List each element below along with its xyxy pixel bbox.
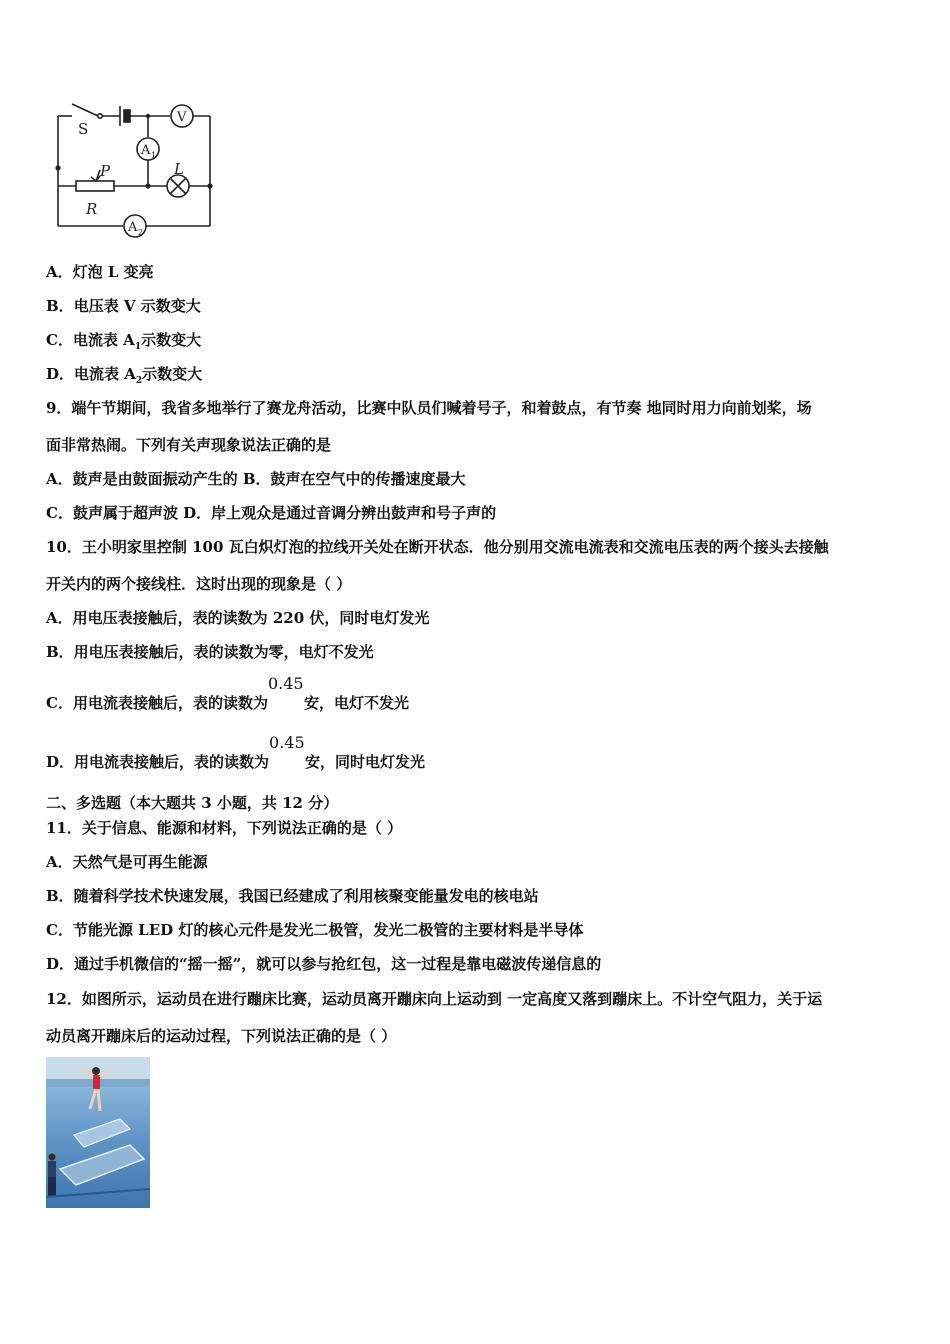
q11-option-c: C．节能光源 LED 灯的核心元件是发光二极管，发光二极管的主要材料是半导体 [46,921,584,939]
q8-option-b: B．电压表 V 示数变大 [46,297,201,315]
q10-stem-line2: 开关内的两个接线柱．这时出现的现象是（ ） [46,575,352,593]
q12-stem-line1: 12．如图所示，运动员在进行蹦床比赛，运动员离开蹦床向上运动到 一定高度又落到蹦床上。不计空气阻力，关于运 [46,990,823,1008]
q9-stem-line1: 9．端午节期间，我省多地举行了赛龙舟活动，比赛中队员们喊着号子，和着鼓点，有节奏 地同时用力向前划桨，场 [46,399,812,417]
q8-option-c: C．电流表 $A_1$示数变大 [46,331,202,352]
ammeter1-sub: 1 [151,151,157,160]
q10-option-c: C．用电流表接触后，表的读数为 0.45 安，电灯不发光 [46,674,409,712]
q12-stem-line2: 动员离开蹦床后的运动过程，下列说法正确的是（ ） [46,1027,397,1045]
current-value: 0.45 [267,674,304,693]
q9-options-cd: C．鼓声属于超声波 D．岸上观众是通过音调分辨出鼓声和号子声的 [46,504,497,522]
q11-stem: 11．关于信息、能源和材料，下列说法正确的是（ ） [46,819,403,837]
q9-stem-line2: 面非常热闹。下列有关声现象说法正确的是 [46,436,332,454]
q11-option-d: D．通过手机微信的“摇一摇”，就可以参与抢红包，这一过程是靠电磁波传递信息的 [46,955,602,973]
q8-option-d: D．电流表 $A_2$示数变大 [46,365,203,386]
resistor-label: R [86,200,98,218]
ammeter1-label: A [141,143,151,158]
voltmeter-label: V [177,110,187,125]
trampoline-photo [46,1057,150,1208]
lamp-label: L [174,160,184,178]
ammeter2-label: A [128,220,138,235]
q8-option-a: A．灯泡 L 变亮 [46,263,154,281]
q10-stem-line1: 10．王小明家里控制 100 瓦白炽灯泡的拉线开关处在断开状态．他分别用交流电流表和交流电压表的两个接头去接触 [46,538,829,556]
q11-option-b: B．随着科学技术快速发展，我国已经建成了利用核聚变能量发电的核电站 [46,887,539,905]
current-value: 0.45 [269,733,305,752]
q9-options-ab: A．鼓声是由鼓面振动产生的 B．鼓声在空气中的传播速度最大 [46,470,466,488]
slider-label: P [100,162,111,180]
circuit-diagram [50,92,225,244]
q10-option-a: A．用电压表接触后，表的读数为 220 伏，同时电灯发光 [46,609,430,627]
section-heading: 二、多选题（本大题共 3 小题，共 12 分） [46,794,339,812]
switch-label: S [78,120,89,138]
q10-option-b: B．用电压表接触后，表的读数为零，电灯不发光 [46,643,374,661]
q11-option-a: A．天然气是可再生能源 [46,853,208,871]
ammeter2-sub: 2 [138,228,144,237]
q10-option-d: D．用电流表接触后，表的读数为 0.45 安，同时电灯发光 [46,733,426,771]
